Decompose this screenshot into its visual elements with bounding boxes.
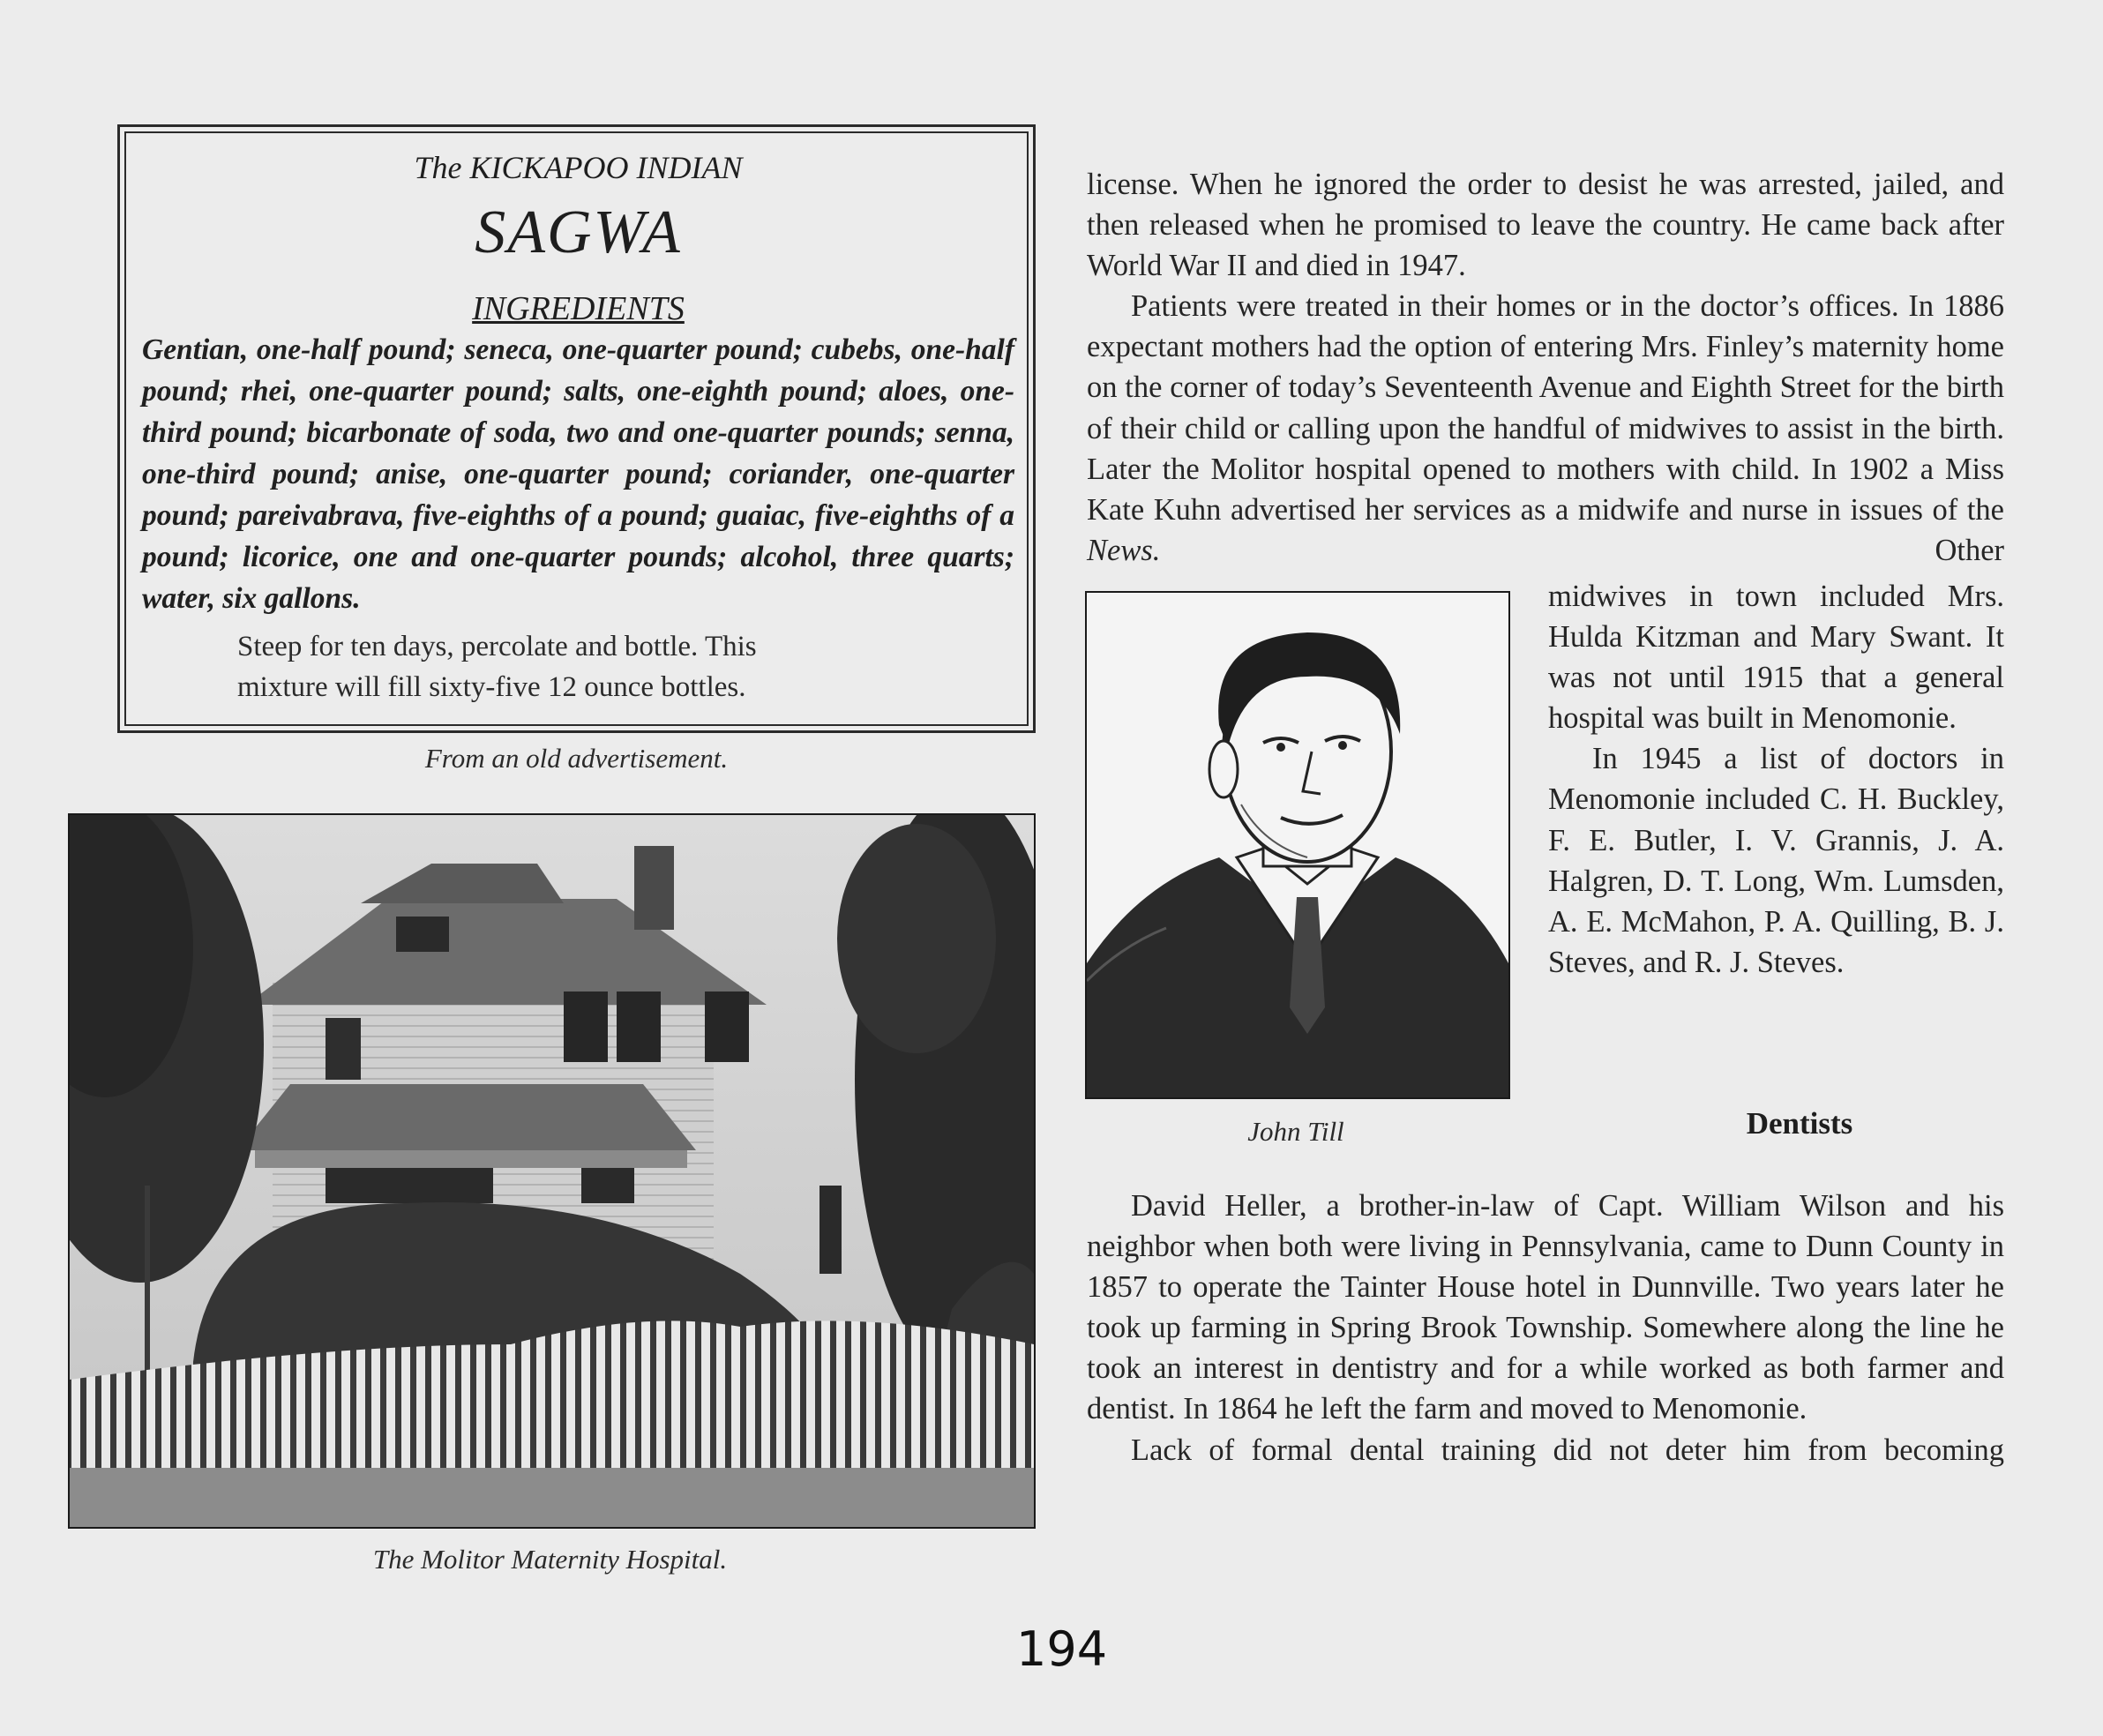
paragraph — [1087, 286, 2004, 571]
paragraph: midwives in town included Mrs. Hulda Kitzman and Mary Swant. It was not until 1915 that a general hospital was built in Menomonie. — [1548, 580, 2004, 736]
portrait-illustration — [1085, 591, 1510, 1099]
paragraph-text: Other — [1935, 533, 2004, 567]
text-column-wrap — [1548, 576, 2004, 983]
text-column-bottom — [1087, 1186, 2004, 1470]
portrait-image — [1087, 593, 1508, 1097]
paragraph: license. When he ignored the order to desist he was arrested, jailed, and then released when he promised to leave the country. He came back after World War II and died in 1947. — [1087, 168, 2004, 283]
house-photo — [68, 813, 1036, 1529]
page-number: 194 — [1016, 1621, 1108, 1677]
paragraph: Lack of formal dental training did not deter him from becoming — [1131, 1433, 2004, 1467]
instructions — [142, 626, 1014, 707]
newspaper-title: News. — [1087, 533, 1161, 567]
instructions-line: mixture will fill sixty-five 12 ounce bottles. — [237, 671, 746, 703]
text-column-top — [1087, 164, 2004, 571]
section-heading-dentists: Dentists — [1746, 1106, 1853, 1141]
ingredients-list: Gentian, one-half pound; seneca, one-quarter pound; cubebs, one-half pound; rhei, one-quarter pound; salts, one-eighth pound; aloes, one-third pound; bicarbonate of soda, two and one-quarter pounds; senna, one-third pound; anise, one-quarter pound; coriander, one-quarter pound; pareivabrava, five-eighths of a pound; guaiac, five-eighths of a pound; licorice, one and one-quarter pounds; alcohol, three quarts; water, six gallons. — [142, 333, 1014, 615]
advertisement-title: SAGWA — [475, 198, 682, 266]
paragraph: In 1945 a list of doctors in Menomonie included C. H. Buckley, F. E. Butler, I. V. Grannis, J. A. Halgren, D. T. Long, Wm. Lumsden, A. E. McMahon, P. A. Quilling, B. J. Steves, and R. J. Steves. — [1548, 742, 2004, 979]
advertisement-box — [117, 124, 1036, 733]
photo-caption: The Molitor Maternity Hospital. — [372, 1544, 728, 1575]
paragraph-text: Patients were treated in their homes or in the doctor’s offices. In 1886 expectant mothers had the option of entering Mrs. Finley’s maternity home on the corner of today’s Seventeenth Avenue and Eighth Street for the birth of their child or calling upon the handful of midwives to assist in the birth. Later the Molitor hospital opened to mothers with child. In 1902 a Miss Kate Kuhn advertised her services as a midwife and nurse in issues of the — [1087, 289, 2004, 527]
advertisement-inner-frame — [124, 131, 1029, 726]
house-photo-image — [70, 815, 1034, 1527]
paragraph: David Heller, a brother-in-law of Capt. William Wilson and his neighbor when both were living in Pennsylvania, came to Dunn County in 1857 to operate the Tainter House hotel in Dunnville. Two years later he took up farming in Spring Brook Township. Somewhere along the line he took an interest in dentistry and for a while worked as both farmer and dentist. In 1864 he left the farm and moved to Menomonie. — [1087, 1189, 2004, 1426]
portrait-caption: John Till — [1247, 1116, 1344, 1147]
ingredients-heading: INGREDIENTS — [472, 290, 685, 327]
instructions-line: Steep for ten days, percolate and bottle. This — [237, 631, 757, 662]
advertisement-caption: From an old advertisement. — [424, 743, 729, 774]
advertisement-pre-title: The KICKAPOO INDIAN — [414, 150, 743, 185]
